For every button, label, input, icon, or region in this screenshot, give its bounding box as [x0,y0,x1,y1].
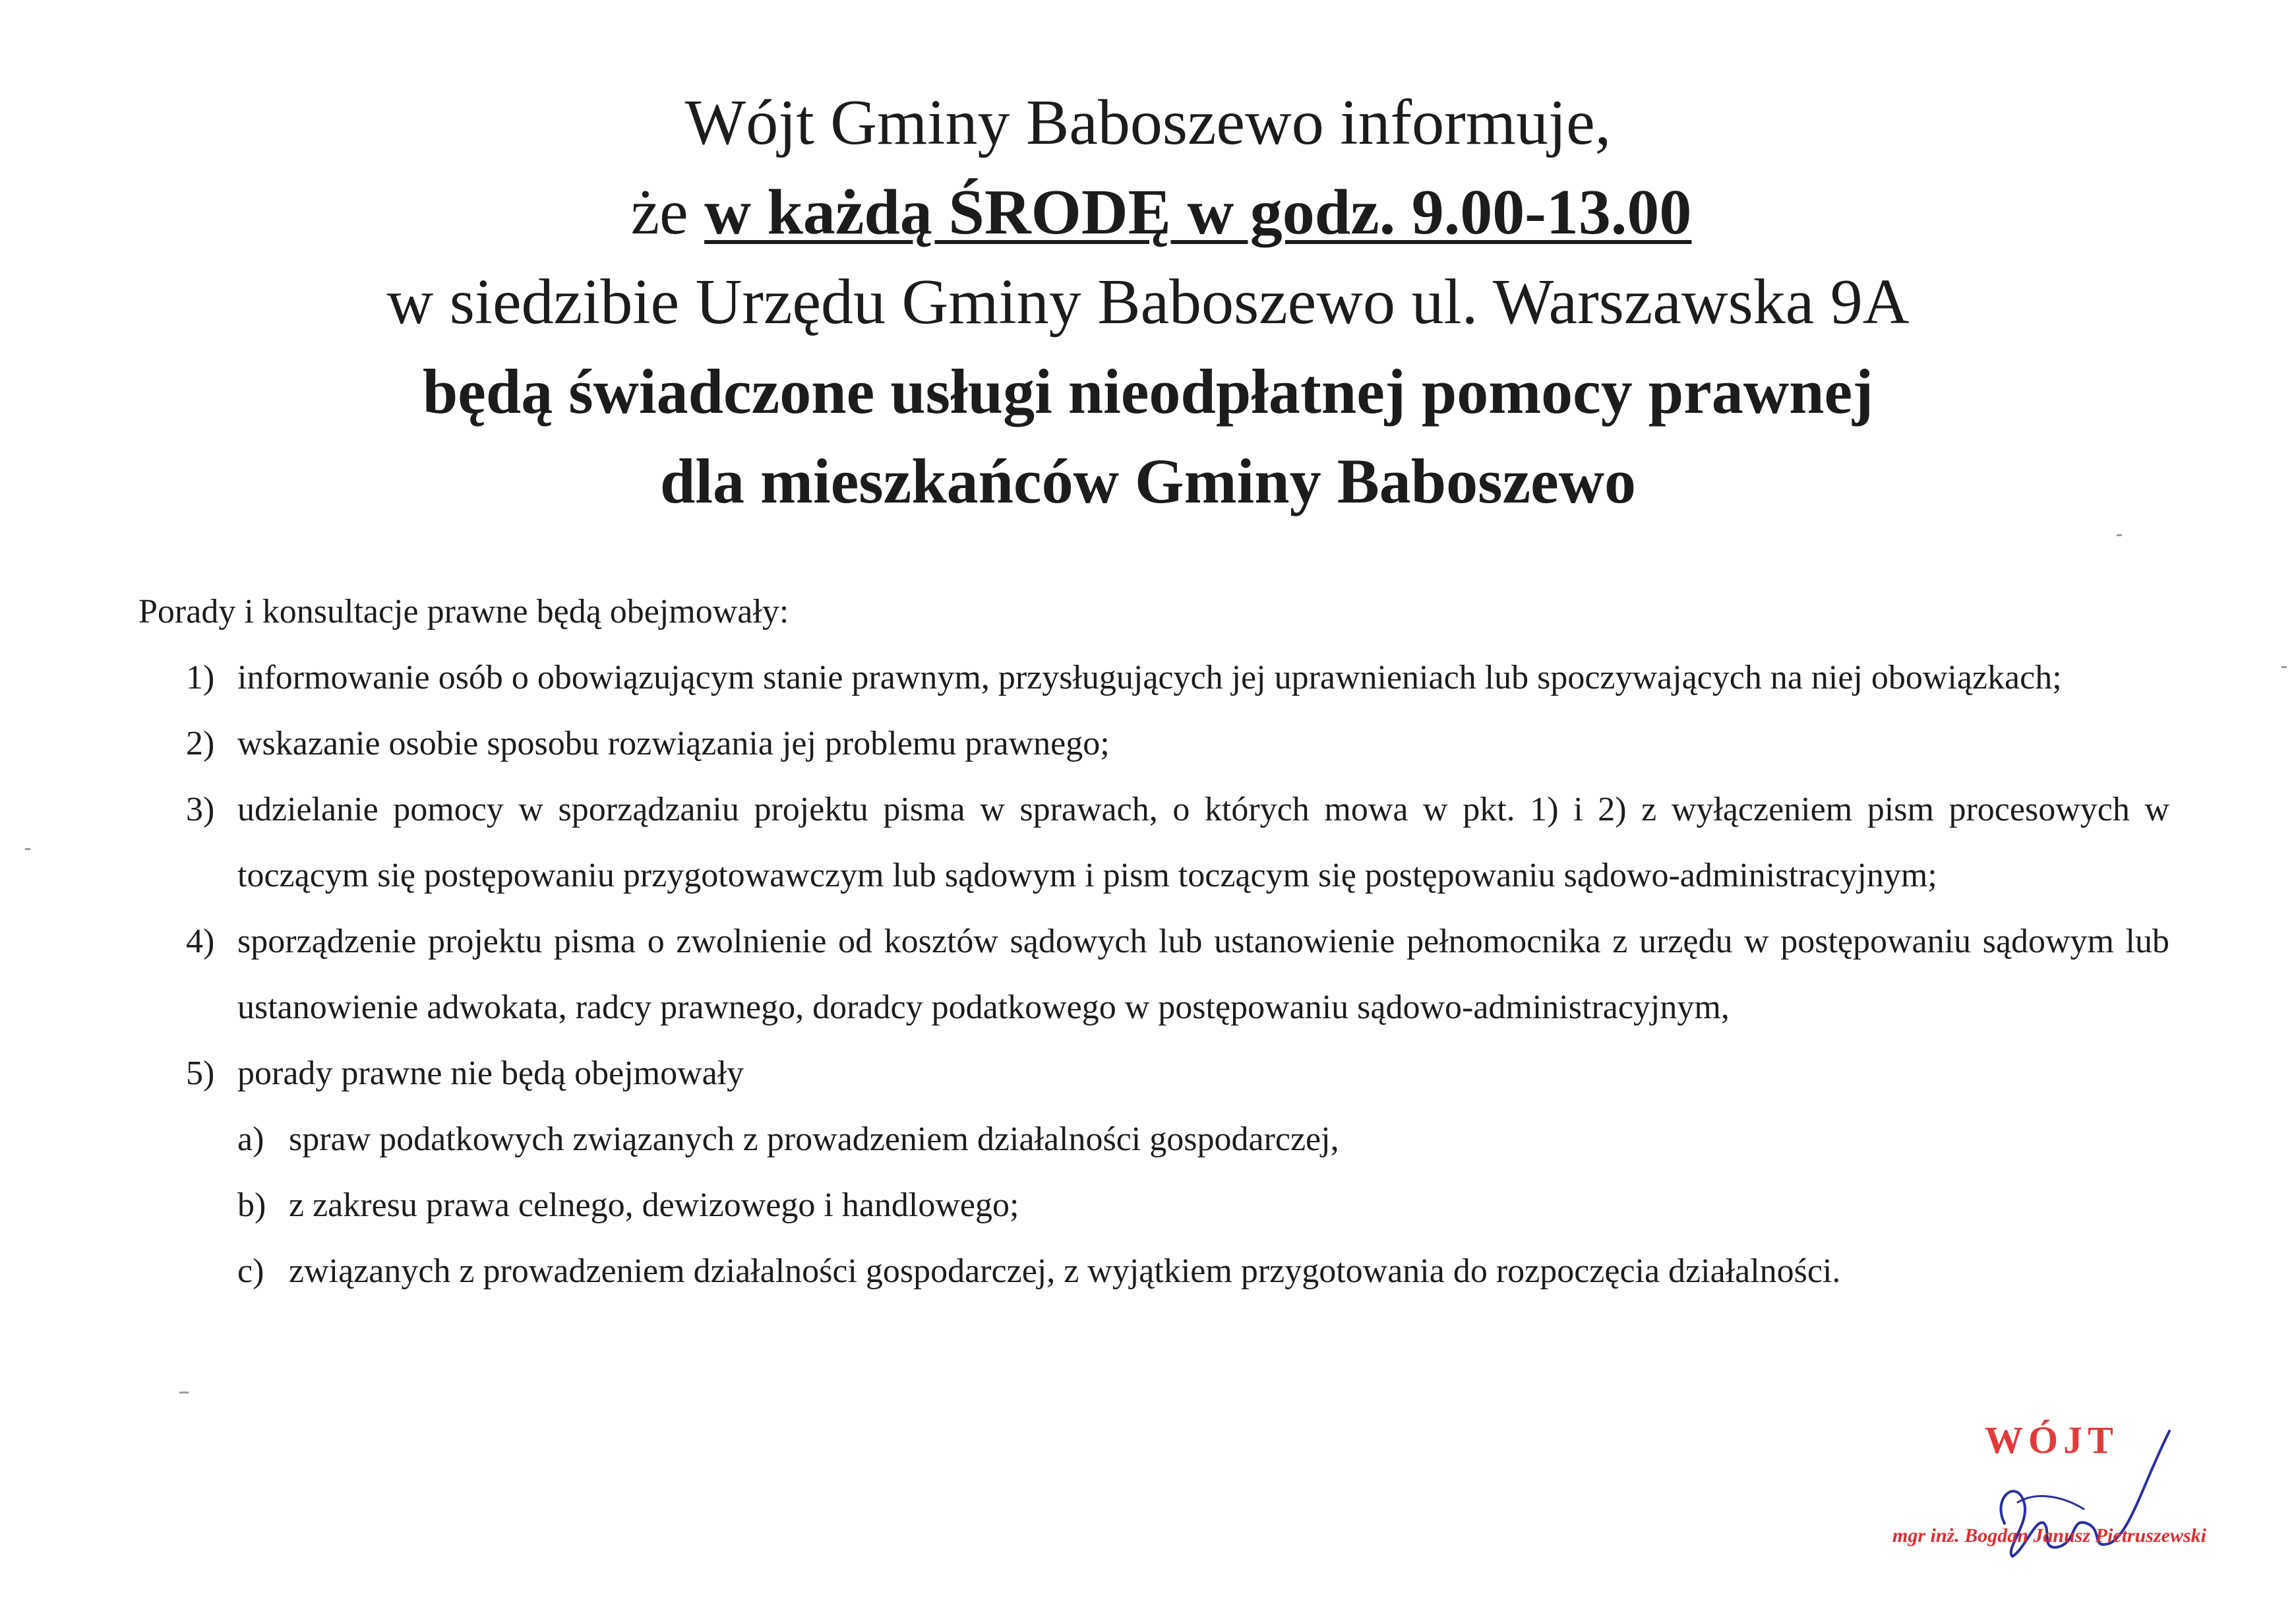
list-item-1 [138,645,2169,711]
list-item-text: udzielanie pomocy w sporządzaniu projektu pisma w sprawach, o których mowa w pkt. 1) i 2) z wyłączeniem pism procesowych w toczącym się postępowaniu przygotowawczym lub sądowym i pism toczącym się postępowaniu sądowo-administracyjnym; [237,791,2169,894]
list-item-2 [138,711,2169,777]
sublist-item-text: z zakresu prawa celnego, dewizowego i handlowego; [289,1186,1019,1224]
notice-body [138,579,2169,1304]
list-item-text: sporządzenie projektu pisma o zwolnienie od kosztów sądowych lub ustanowienie pełnomocnika z urzędu w postępowaniu sądowym lub ustanowienie adwokata, radcy prawnego, doradcy podatkowego w postępowaniu sądowo-administracyjnym, [237,923,2169,1026]
list-item-text: wskazanie osobie sposobu rozwiązania jej problemu prawnego; [237,725,1110,762]
sublist-item-text: spraw podatkowych związanych z prowadzeniem działalności gospodarczej, [289,1120,1339,1158]
heading-line-1: Wójt Gminy Baboszewo informuje, [684,87,1612,158]
scan-speck [25,848,30,850]
list-item-number: 3) [186,791,215,828]
scan-speck [2117,534,2122,536]
sublist-item-letter: c) [237,1252,264,1290]
signature-title: WÓJT [1985,1419,2119,1461]
heading-line-3: w siedzibie Urzędu Gminy Baboszewo ul. Warszawska 9A [386,266,1910,338]
sublist-item-a [138,1107,2169,1173]
heading-schedule-emphasis: w każdą ŚRODĘ w godz. 9.00-13.00 [704,177,1692,248]
heading-line-5: dla mieszkańców Gminy Baboszewo [659,446,1637,516]
list-item-3 [138,777,2169,909]
heading-line-2-prefix: że [630,177,705,248]
sublist-item-letter: a) [237,1120,264,1158]
scan-speck [179,1392,189,1393]
list-item-4 [138,909,2169,1041]
scan-speck [2281,666,2287,668]
list-item-number: 4) [186,923,215,960]
list-intro: Porady i konsultacje prawne będą obejmowały: [138,593,789,630]
heading-line-2 [26,168,2296,257]
list-item-text: informowanie osób o obowiązującym stanie prawnym, przysługujących jej uprawnieniach lub spoczywających na niej obowiązkach; [237,659,2062,696]
list-item-number: 2) [186,725,215,762]
sublist-item-text: związanych z prowadzeniem działalności gospodarczej, z wyjątkiem przygotowania do rozpoczęcia działalności. [289,1252,1841,1290]
sublist-item-b [138,1173,2169,1239]
sublist-item-letter: b) [237,1186,266,1224]
heading-line-4: będą świadczone usługi nieodpłatnej pomocy prawnej [422,356,1874,427]
sublist-item-c [138,1239,2169,1304]
list-item-text: porady prawne nie będą obejmowały [237,1055,744,1092]
list-item-5 [138,1041,2169,1107]
list-item-number: 5) [186,1055,215,1092]
signature-stamp [1892,1418,2262,1589]
notice-heading [0,78,2296,526]
list-item-number: 1) [186,659,215,696]
signature-name: mgr inż. Bogdan Janusz Pietruszewski [1892,1525,2206,1546]
